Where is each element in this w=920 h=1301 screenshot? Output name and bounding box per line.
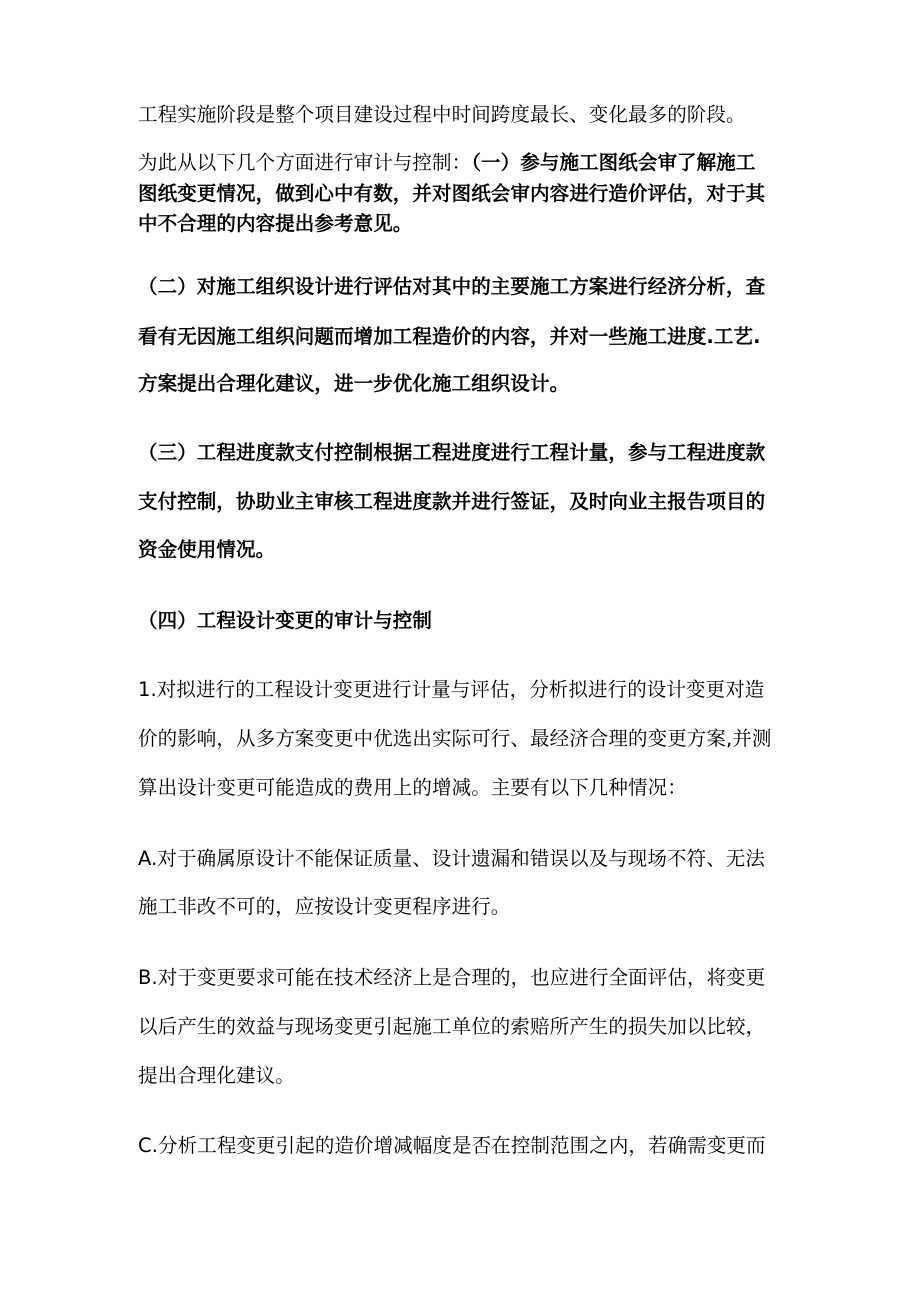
section-three-line-2: 支付控制，协助业主审核工程进度款并进行签证，及时向业主报告项目的 — [138, 490, 766, 513]
section-four-heading: （四）工程设计变更的审计与控制 — [138, 609, 433, 632]
section-one-line-2: 图纸变更情况，做到心中有数，并对图纸会审内容进行造价评估，对于其 — [138, 182, 766, 205]
section-two-line-3: 方案提出合理化建议，进一步优化施工组织设计。 — [138, 372, 570, 395]
section-two-line-2: 看有无因施工组织问题而增加工程造价的内容，并对一些施工进度.工艺. — [138, 325, 761, 348]
item-1-line-2: 价的影响，从多方案变更中优选出实际可行、最经济合理的变更方案,并测 — [138, 727, 772, 750]
item-b-line-2: 以后产生的效益与现场变更引起施工单位的索赔所产生的损失加以比较， — [138, 1015, 766, 1038]
section-three-line-1: （三）工程进度款支付控制根据工程进度进行工程计量，参与工程进度款 — [138, 441, 766, 464]
paragraph-intro: 工程实施阶段是整个项目建设过程中时间跨度最长、变化最多的阶段。 — [138, 103, 746, 126]
item-1-line-3: 算出设计变更可能造成的费用上的增减。主要有以下几种情况： — [138, 776, 687, 799]
section-two-line-1: （二）对施工组织设计进行评估对其中的主要施工方案进行经济分析，查 — [138, 275, 766, 298]
item-a-line-1: A.对于确属原设计不能保证质量、设计遗漏和错误以及与现场不符、无法 — [138, 847, 765, 870]
item-c-line-1: C.分析工程变更引起的造价增减幅度是否在控制范围之内，若确需变更而 — [138, 1134, 766, 1157]
section-one-heading: （一）参与施工图纸会审了解施工 — [471, 151, 756, 174]
item-b-line-3: 提出合理化建议。 — [138, 1064, 295, 1087]
item-a-line-2: 施工非改不可的，应按设计变更程序进行。 — [138, 895, 511, 918]
paragraph-audit-intro — [138, 151, 788, 175]
item-b-line-1: B.对于变更要求可能在技术经济上是合理的，也应进行全面评估，将变更 — [138, 966, 766, 989]
audit-intro-text: 为此从以下几个方面进行审计与控制： — [138, 151, 472, 174]
item-1-line-1: 1.对拟进行的工程设计变更进行计量与评估，分析拟进行的设计变更对造 — [138, 678, 765, 701]
section-one-line-3: 中不合理的内容提出参考意见。 — [138, 212, 413, 235]
section-three-line-3: 资金使用情况。 — [138, 538, 276, 561]
